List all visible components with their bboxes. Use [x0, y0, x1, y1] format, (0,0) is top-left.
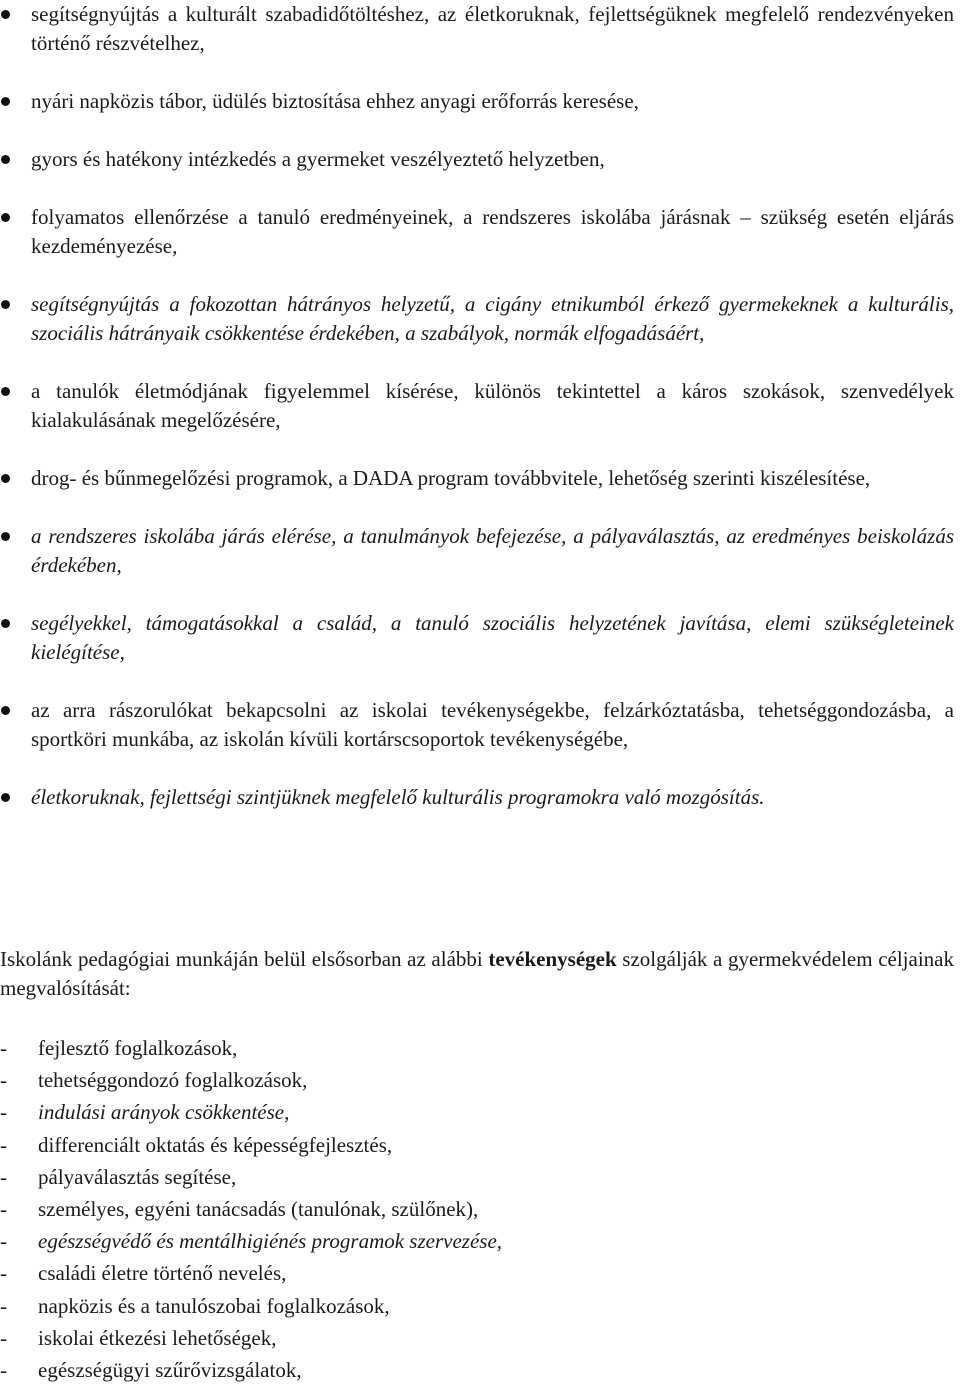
bullet-icon [1, 793, 10, 802]
bullet-icon [1, 619, 10, 628]
intro-text-before: Iskolánk pedagógiai munkáján belül elsősorban az alábbi [0, 947, 489, 971]
intro-paragraph [0, 945, 954, 1003]
dash-list-item [0, 1131, 960, 1163]
list-item-text: a tanulók életmódjának figyelemmel kísérése, különös tekintettel a káros szokások, szenvedélyek kialakulásának megelőzésére, [31, 379, 954, 432]
dash-marker: - [0, 1196, 7, 1221]
dash-list-item-text: személyes, egyéni tanácsadás (tanulónak, szülőnek), [38, 1196, 479, 1221]
dash-list-item [0, 1292, 960, 1324]
dash-list [0, 1034, 960, 1388]
bullet-icon [1, 10, 10, 19]
list-item-text: a rendszeres iskolába járás elérése, a tanulmányok befejezése, a pályaválasztás, az eredményes beiskolázás érdekében, [31, 524, 954, 577]
list-item [0, 0, 960, 58]
dash-marker: - [0, 1261, 7, 1286]
dash-marker: - [0, 1100, 7, 1125]
dash-list-item-text: tehetséggondozó foglalkozások, [38, 1068, 308, 1093]
bullet-icon [1, 213, 10, 222]
bullet-icon [1, 300, 10, 309]
dash-list-item-text: iskolai étkezési lehetőségek, [38, 1325, 277, 1350]
dash-marker: - [0, 1068, 7, 1093]
list-item [0, 377, 960, 435]
list-item [0, 87, 960, 116]
dash-marker: - [0, 1036, 7, 1060]
dash-list-item [0, 1324, 960, 1356]
list-item-text: segítségnyújtás a fokozottan hátrányos helyzetű, a cigány etnikumból érkező gyermekeknek a kulturális, szociális hátrányaik csökkentése érdekében, a szabályok, normák elfogadásáért, [31, 292, 954, 345]
dash-list-item-text: egészségügyi szűrővizsgálatok, [38, 1357, 302, 1382]
dash-list-item-text: egészségvédő és mentálhigiénés programok szervezése, [38, 1229, 503, 1254]
dash-list-item-text: pályaválasztás segítése, [38, 1164, 237, 1189]
dash-list-item [0, 1066, 960, 1098]
list-item [0, 609, 960, 667]
intro-text-bold: tevékenységek [488, 947, 617, 971]
dash-marker: - [0, 1164, 7, 1189]
list-item [0, 783, 960, 812]
bullet-icon [1, 387, 10, 396]
intro-text-after: szolgálják a gyermekvédelem céljainak megvalósítását: [0, 947, 954, 1000]
dash-marker: - [0, 1357, 7, 1382]
dash-list-item-text: napközis és a tanulószobai foglalkozások, [38, 1293, 390, 1318]
bullet-icon [1, 474, 10, 483]
list-item [0, 290, 960, 348]
bullet-icon [1, 532, 10, 541]
dash-marker: - [0, 1293, 7, 1318]
bullet-icon [1, 706, 10, 715]
list-item-text: segítségnyújtás a kulturált szabadidőtöltéshez, az életkoruknak, fejlettségüknek megfelelő rendezvényeken történő részvételhez, [31, 2, 954, 55]
bullet-icon [1, 97, 10, 106]
dash-list-item-text: differenciált oktatás és képességfejlesztés, [38, 1132, 393, 1157]
list-item-text: az arra rászorulókat bekapcsolni az iskolai tevékenységekbe, felzárkóztatásba, tehetséggondozásba, a sportköri munkába, az iskolán kívüli kortárscsoportok tevékenységébe, [31, 698, 954, 751]
dash-list-item [0, 1195, 960, 1227]
list-item [0, 145, 960, 174]
dash-list-item-text: indulási arányok csökkentése, [38, 1100, 290, 1125]
list-item [0, 696, 960, 754]
dash-marker: - [0, 1325, 7, 1350]
dash-list-item [0, 1098, 960, 1130]
list-item-text: életkoruknak, fejlettségi szintjüknek megfelelő kulturális programokra való mozgósítás. [31, 785, 765, 809]
list-item-text: gyors és hatékony intézkedés a gyermeket veszélyeztető helyzetben, [31, 147, 605, 171]
dash-marker: - [0, 1132, 7, 1157]
list-item-text: drog- és bűnmegelőzési programok, a DADA program továbbvitele, lehetőség szerinti kiszélesítése, [31, 466, 871, 490]
dash-marker: - [0, 1229, 7, 1254]
list-item [0, 522, 960, 580]
dash-list-item-text: fejlesztő foglalkozások, [38, 1036, 238, 1060]
dash-list-item-text: családi életre történő nevelés, [38, 1261, 287, 1286]
dash-list-item [0, 1034, 960, 1066]
list-item-text: nyári napközis tábor, üdülés biztosítása ehhez anyagi erőforrás keresése, [31, 89, 639, 113]
list-item [0, 464, 960, 493]
list-item [0, 203, 960, 261]
dash-list-item [0, 1227, 960, 1259]
dash-list-item [0, 1356, 960, 1388]
list-item-text: folyamatos ellenőrzése a tanuló eredményeinek, a rendszeres iskolába járásnak – szükség esetén eljárás kezdeményezése, [31, 205, 954, 258]
dash-list-item [0, 1259, 960, 1291]
list-item-text: segélyekkel, támogatásokkal a család, a tanuló szociális helyzetének javítása, elemi szükségleteinek kielégítése, [31, 611, 954, 664]
bullet-icon [1, 155, 10, 164]
dash-list-item [0, 1163, 960, 1195]
